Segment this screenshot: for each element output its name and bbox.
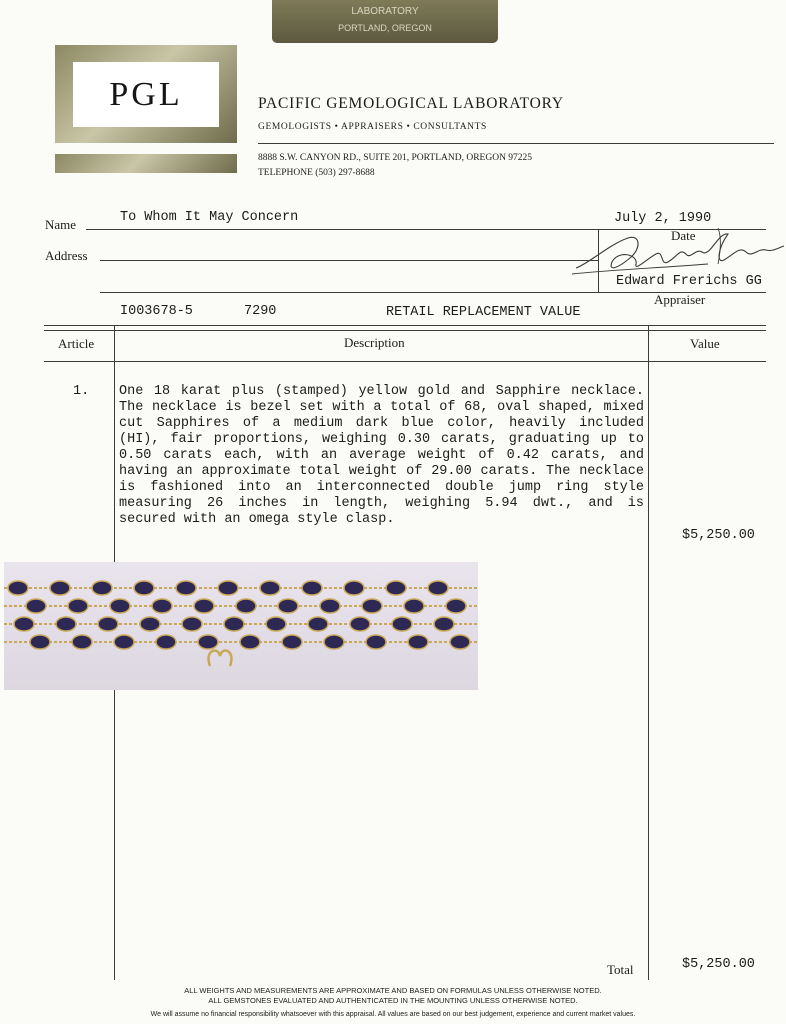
sapphire-stone bbox=[176, 581, 196, 595]
address-label: Address bbox=[45, 248, 88, 263]
sapphire-stone bbox=[282, 635, 302, 649]
col-header-article: Article bbox=[58, 336, 95, 351]
sapphire-stone bbox=[362, 599, 382, 613]
sapphire-stone bbox=[14, 617, 34, 631]
sapphire-stone bbox=[302, 581, 322, 595]
necklace-photo bbox=[4, 562, 478, 690]
omega-clasp bbox=[209, 651, 232, 666]
footer-disclaimer-1: ALL WEIGHTS AND MEASUREMENTS ARE APPROXIMATE AND BASED ON FORMULAS UNLESS OTHERWISE NOTED. bbox=[184, 986, 602, 995]
name-value: To Whom It May Concern bbox=[120, 210, 299, 225]
sapphire-stone bbox=[224, 617, 244, 631]
sapphire-stone bbox=[68, 599, 88, 613]
pgl-logo-text: PGL bbox=[73, 62, 219, 127]
sapphire-stone bbox=[198, 635, 218, 649]
pgl-logo bbox=[55, 45, 237, 143]
footer-liability: We will assume no financial responsibility whatsoever with this appraisal. All values are based on our best judgement, experience and current market values. bbox=[150, 1011, 636, 1018]
letterhead-top-tab bbox=[272, 0, 498, 43]
sapphire-stone bbox=[134, 581, 154, 595]
sapphire-stone bbox=[386, 581, 406, 595]
total-label: Total bbox=[607, 962, 634, 977]
table-top-rule bbox=[44, 325, 766, 326]
necklace-image bbox=[4, 562, 478, 690]
sapphire-stone bbox=[404, 599, 424, 613]
reference-number: I003678-5 bbox=[120, 304, 193, 319]
lab-address: 8888 S.W. CANYON RD., SUITE 201, PORTLAND, OREGON 97225 bbox=[258, 153, 533, 163]
sapphire-stone bbox=[278, 599, 298, 613]
sapphire-stone bbox=[320, 599, 340, 613]
sapphire-stone bbox=[156, 635, 176, 649]
sapphire-stone bbox=[30, 635, 50, 649]
appraiser-value: Edward Frerichs GG bbox=[616, 274, 762, 289]
letterhead-divider bbox=[258, 143, 774, 144]
top-tab-line1: LABORATORY bbox=[351, 6, 419, 17]
article-number: 1. bbox=[73, 384, 90, 399]
appraiser-label: Appraiser bbox=[654, 292, 706, 307]
sapphire-stone bbox=[324, 635, 344, 649]
table-header-rule bbox=[44, 361, 766, 362]
date-value: July 2, 1990 bbox=[614, 211, 712, 226]
address-underline bbox=[100, 260, 598, 261]
sapphire-stone bbox=[240, 635, 260, 649]
item-value: $5,250.00 bbox=[682, 528, 755, 543]
sapphire-stone bbox=[344, 581, 364, 595]
sapphire-stone bbox=[56, 617, 76, 631]
lab-telephone: TELEPHONE (503) 297-8688 bbox=[258, 168, 375, 178]
sapphire-stone bbox=[140, 617, 160, 631]
sapphire-stone bbox=[152, 599, 172, 613]
sapphire-stone bbox=[260, 581, 280, 595]
sapphire-stone bbox=[50, 581, 70, 595]
lab-name: PACIFIC GEMOLOGICAL LABORATORY bbox=[258, 95, 564, 112]
reference-code: 7290 bbox=[244, 304, 277, 319]
footer-disclaimer-2: ALL GEMSTONES EVALUATED AND AUTHENTICATED IN THE MOUNTING UNLESS OTHERWISE NOTED. bbox=[208, 996, 578, 1005]
sapphire-stone bbox=[194, 599, 214, 613]
sapphire-stone bbox=[114, 635, 134, 649]
sapphire-stone bbox=[366, 635, 386, 649]
sapphire-stone bbox=[218, 581, 238, 595]
sapphire-stone bbox=[434, 617, 454, 631]
sapphire-stone bbox=[98, 617, 118, 631]
sapphire-stone bbox=[408, 635, 428, 649]
document-title: RETAIL REPLACEMENT VALUE bbox=[386, 305, 581, 320]
sapphire-stone bbox=[236, 599, 256, 613]
sapphire-stone bbox=[428, 581, 448, 595]
value-column-divider bbox=[648, 326, 649, 980]
sapphire-stone bbox=[266, 617, 286, 631]
sapphire-stone bbox=[182, 617, 202, 631]
sapphire-stone bbox=[446, 599, 466, 613]
sapphire-stone bbox=[110, 599, 130, 613]
col-header-description: Description bbox=[344, 335, 405, 350]
col-header-value: Value bbox=[690, 336, 720, 351]
total-value: $5,250.00 bbox=[682, 957, 755, 972]
name-label: Name bbox=[45, 217, 77, 232]
sapphire-stone bbox=[8, 581, 28, 595]
item-description: One 18 karat plus (stamped) yellow gold and Sapphire necklace. The necklace is bezel set with a total of 68, oval shaped, mixed cut Sapphires of a medium dark blue color, heavily included (HI), fair proportions, weighing 0.30 carats, graduating up to 0.50 carats each, with an average weight of 0.42 carats, and having an approximate total weight of 29.00 carats. The necklace is fashioned into an interconnected double jump ring style measuring 26 inches in length, weighing 5.94 dwt., and is secured with an omega style clasp. bbox=[119, 384, 644, 527]
date-label: Date bbox=[671, 228, 696, 243]
top-tab-line2: PORTLAND, OREGON bbox=[338, 23, 432, 33]
sapphire-stone bbox=[392, 617, 412, 631]
logo-bar bbox=[55, 154, 237, 173]
sapphire-stone bbox=[308, 617, 328, 631]
table-top-rule-2 bbox=[44, 330, 766, 331]
sapphire-stone bbox=[26, 599, 46, 613]
sapphire-stone bbox=[450, 635, 470, 649]
sapphire-stone bbox=[72, 635, 92, 649]
lab-services: GEMOLOGISTS • APPRAISERS • CONSULTANTS bbox=[258, 122, 487, 132]
sapphire-stone bbox=[92, 581, 112, 595]
sapphire-stone bbox=[350, 617, 370, 631]
